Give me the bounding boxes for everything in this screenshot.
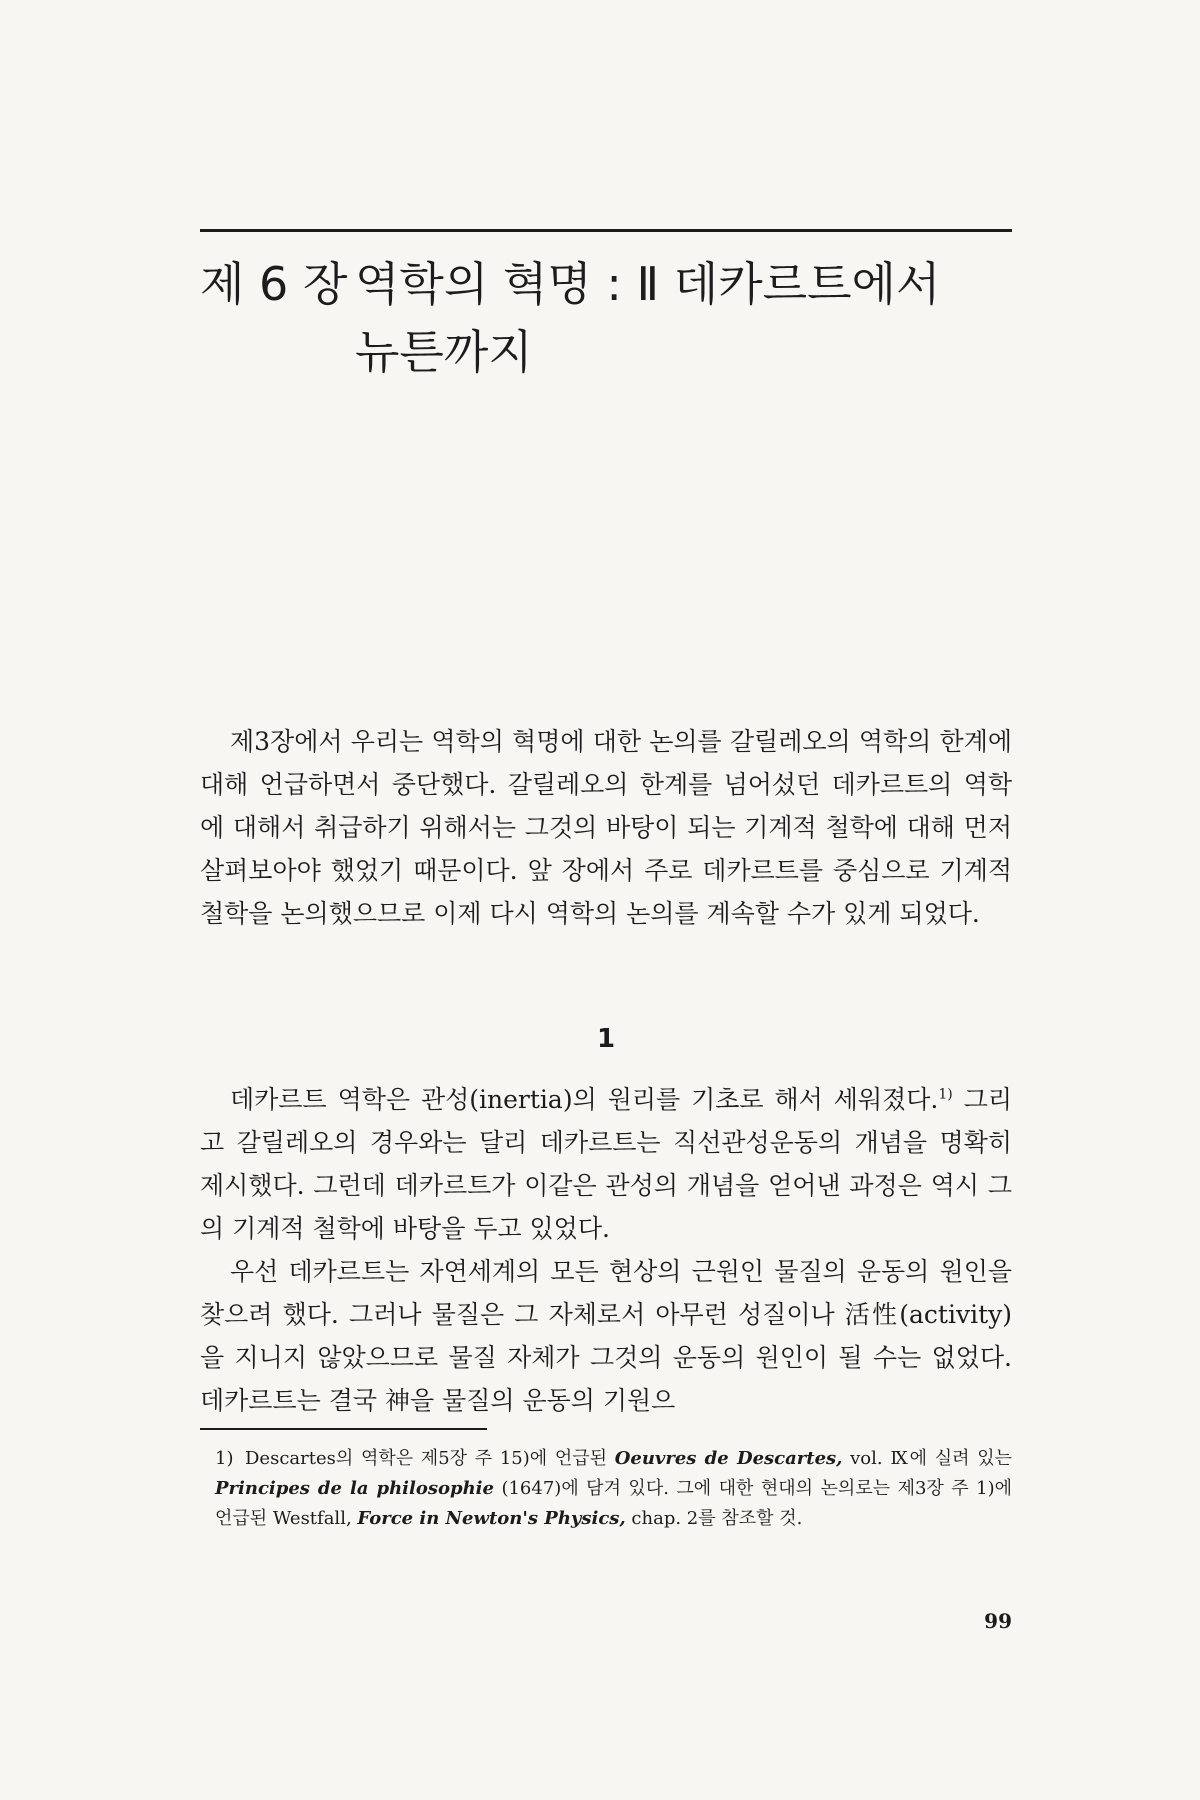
page-number: 99 — [984, 1609, 1012, 1633]
chapter-title-line-1: 역학의 혁명 : Ⅱ 데카르트에서 — [355, 257, 941, 311]
chapter-top-rule — [200, 229, 1012, 232]
footnote-rule — [200, 1428, 487, 1430]
footnote-title-c: Force in Newton's Physics, — [357, 1508, 626, 1529]
footnote-title-b: Principes de la philosophie — [215, 1478, 494, 1499]
body-paragraph-1-text: 데카르트 역학은 관성(inertia)의 원리를 기초로 해서 세워졌다. — [230, 1085, 939, 1114]
footnote-number: 1) — [215, 1448, 234, 1469]
section-body — [200, 1078, 1012, 1422]
footnote-reference[interactable]: 1) — [938, 1086, 953, 1103]
footnote-text-c: (1647)에 담겨 있다. 그에 대한 현대의 논의로는 제3장 주 1)에 언급된 Westfall, — [215, 1478, 1012, 1529]
footnote-title-a: Oeuvres de Descartes, — [614, 1448, 843, 1469]
body-paragraph — [200, 1250, 1012, 1422]
chapter-title-line-2: 뉴튼까지 — [355, 325, 533, 379]
footnote-text-d: chap. 2를 참조할 것. — [625, 1508, 803, 1529]
chapter-heading — [200, 250, 1012, 386]
body-paragraph — [200, 1078, 1012, 1250]
intro-paragraph — [200, 720, 1012, 935]
body-paragraph-1-rest: 그리고 갈릴레오의 경우와는 달리 데카르트는 직선관성운동의 개념을 명확히 제시했다. 그런데 데카르트가 이같은 관성의 개념을 얻어낸 과정은 역시 그의 기계적 철학에 바탕을 두고 있었다. — [200, 1085, 1013, 1243]
body-paragraph-2-text: 우선 데카르트는 자연세계의 모든 현상의 근원인 물질의 운동의 원인을 찾으려 했다. 그러나 물질은 그 자체로서 아무런 성질이나 活性(activity)을 지니지 않았으므로 물질 자체가 그것의 운동의 원인이 될 수는 없었다. 데카르트는 결국 神을 물질의 운동의 기원으 — [200, 1257, 1012, 1415]
section-number: 1 — [596, 1024, 616, 1054]
footnote-text-b: vol. Ⅸ에 실려 있는 — [842, 1448, 1012, 1469]
footnote-text-a: Descartes의 역학은 제5장 주 15)에 언급된 — [245, 1448, 615, 1469]
chapter-label: 제 6 장 — [200, 257, 348, 311]
footnote — [215, 1444, 1012, 1534]
intro-text: 제3장에서 우리는 역학의 혁명에 대한 논의를 갈릴레오의 역학의 한계에 대해 언급하면서 중단했다. 갈릴레오의 한계를 넘어섰던 데카르트의 역학에 대해서 취급하기 위해서는 그것의 바탕이 되는 기계적 철학에 대해 먼저 살펴보아야 했었기 때문이다. 앞 장에서 주로 데카르트를 중심으로 기계적 철학을 논의했으므로 이제 다시 역학의 논의를 계속할 수가 있게 되었다. — [200, 727, 1012, 928]
